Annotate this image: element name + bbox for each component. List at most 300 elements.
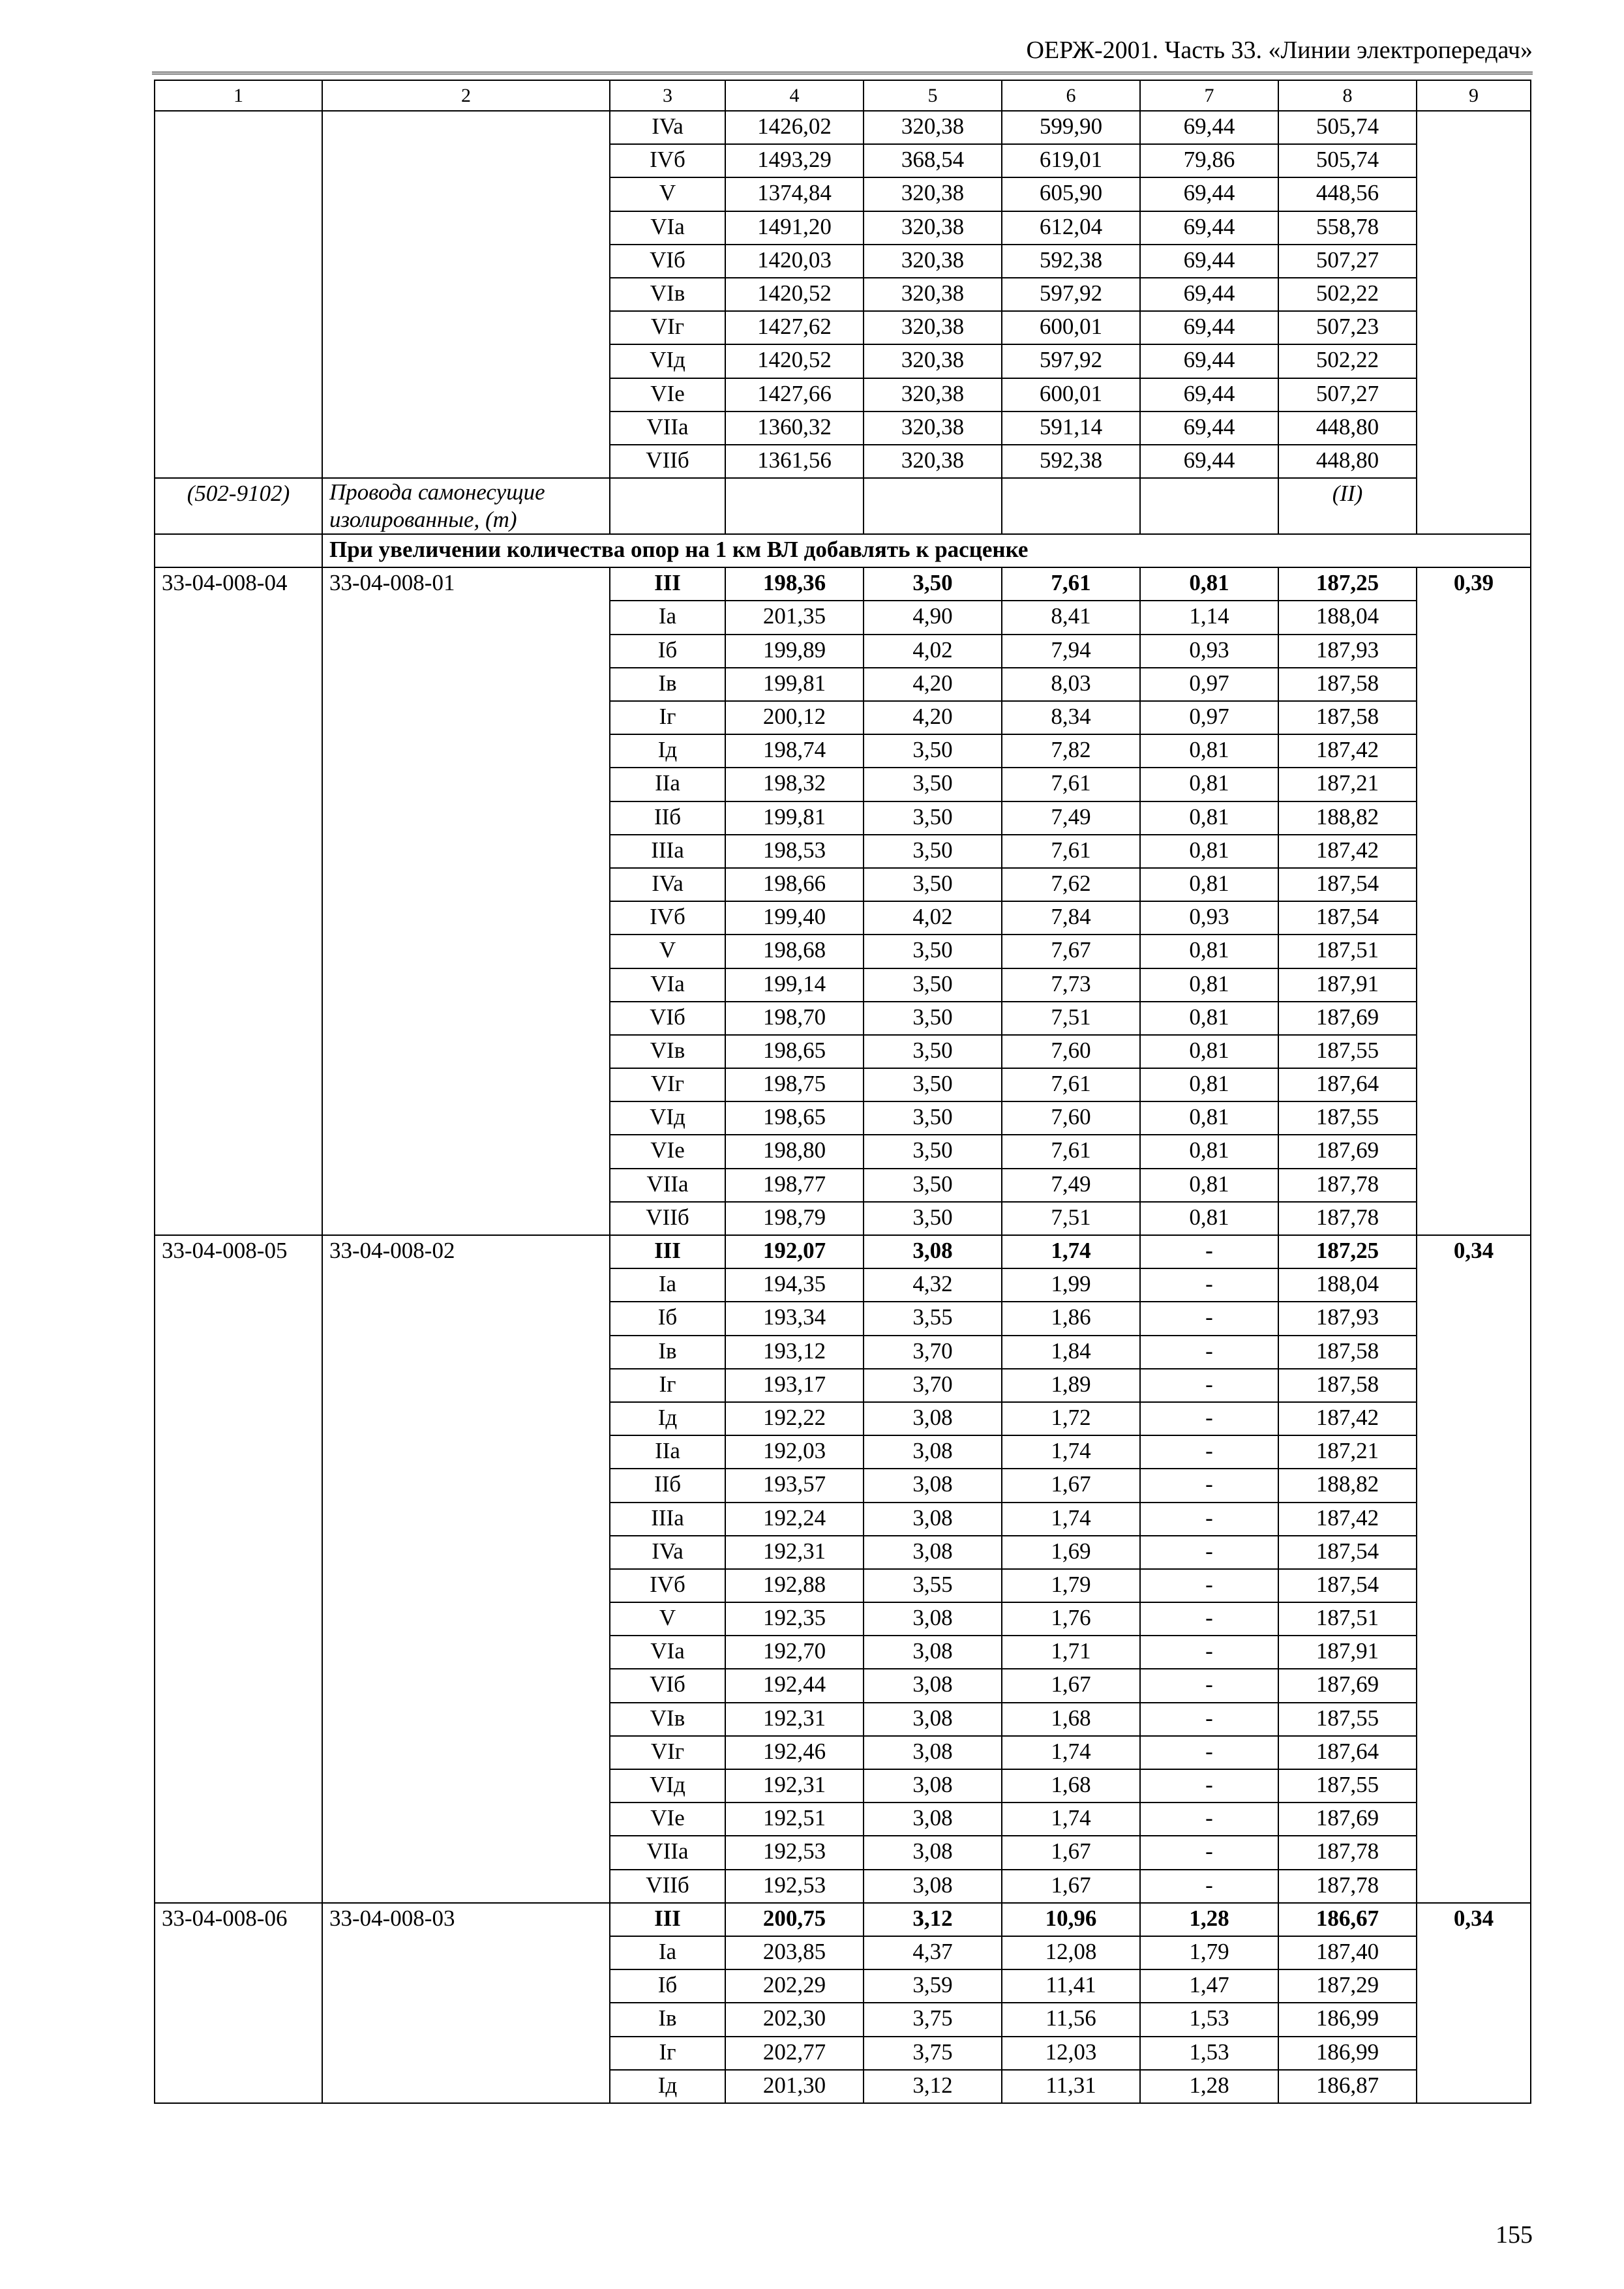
value-cell: 7,60 [1002,1101,1140,1135]
value-cell: 505,74 [1278,111,1417,144]
value-cell: 1,53 [1140,2037,1278,2070]
zone-cell: IVa [610,868,725,901]
value-cell: 0,81 [1140,1101,1278,1135]
zone-cell: IIб [610,1469,725,1502]
value-cell: 194,35 [725,1268,864,1302]
rate-code: 33-04-008-06 [155,1903,322,2103]
value-cell: - [1140,1536,1278,1569]
base-rate-code: 33-04-008-01 [322,567,610,1235]
value-cell: 69,44 [1140,177,1278,211]
value-cell: 187,93 [1278,1302,1417,1335]
value-cell: 320,38 [864,378,1002,411]
zone-cell: VIIб [610,1870,725,1903]
value-cell: 320,38 [864,311,1002,344]
zone-cell: Iд [610,734,725,768]
zone-cell: Ia [610,1268,725,1302]
value-cell: 192,70 [725,1636,864,1669]
material-description: Провода самонесущие изолированные, (т) [322,478,610,534]
value-cell: 192,53 [725,1836,864,1869]
value-cell: 202,30 [725,2003,864,2036]
value-cell: 1,72 [1002,1402,1140,1435]
value-cell: 187,21 [1278,768,1417,801]
value-cell: 202,77 [725,2037,864,2070]
value-cell: 69,44 [1140,211,1278,245]
value-cell: 187,55 [1278,1703,1417,1736]
value-cell: 11,56 [1002,2003,1140,2036]
table-row [155,567,1531,601]
value-cell: 591,14 [1002,411,1140,445]
value-cell: 3,50 [864,935,1002,968]
value-cell: 448,80 [1278,445,1417,478]
value-cell: 7,60 [1002,1035,1140,1068]
value-cell: 198,80 [725,1135,864,1168]
value-cell: 3,08 [864,1235,1002,1268]
zone-cell: Iб [610,1969,725,2003]
value-cell: 187,91 [1278,1636,1417,1669]
value-cell: 187,58 [1278,1369,1417,1402]
value-cell: 3,50 [864,768,1002,801]
value-cell: 187,69 [1278,1669,1417,1702]
value-cell: 0,81 [1140,1068,1278,1101]
value-cell: 198,65 [725,1035,864,1068]
value-cell: - [1140,1302,1278,1335]
value-cell: 192,88 [725,1569,864,1602]
value-cell: 3,50 [864,1035,1002,1068]
value-cell: 186,99 [1278,2003,1417,2036]
value-cell: 558,78 [1278,211,1417,245]
zone-cell: Iв [610,2003,725,2036]
value-cell: 3,50 [864,835,1002,868]
value-cell: 4,20 [864,668,1002,701]
zone-cell: VIIa [610,1169,725,1202]
value-cell: 187,21 [1278,1435,1417,1469]
zone-cell: III [610,567,725,601]
value-cell: 3,08 [864,1736,1002,1769]
value-cell: 69,44 [1140,245,1278,278]
material-note: (II) [1278,478,1417,534]
value-cell: 7,61 [1002,1135,1140,1168]
value-cell: 599,90 [1002,111,1140,144]
value-cell: 3,08 [864,1636,1002,1669]
column-number: 3 [610,80,725,111]
value-cell: 188,04 [1278,1268,1417,1302]
table-row [155,111,1531,144]
value-cell: 0,81 [1140,868,1278,901]
value-cell: 199,40 [725,901,864,935]
code-cell [155,111,322,478]
value-cell: 187,42 [1278,734,1417,768]
value-cell: - [1140,1402,1278,1435]
value-cell: 8,03 [1002,668,1140,701]
value-cell: 193,17 [725,1369,864,1402]
zone-cell: III [610,1235,725,1268]
value-cell: 69,44 [1140,344,1278,378]
value-cell: 1491,20 [725,211,864,245]
value-cell: 320,38 [864,278,1002,311]
zone-cell: VIIб [610,445,725,478]
value-cell: 3,08 [864,1435,1002,1469]
value-cell: 187,69 [1278,1002,1417,1035]
value-cell: 187,93 [1278,635,1417,668]
value-cell: 1,67 [1002,1669,1140,1702]
value-cell: 203,85 [725,1936,864,1969]
section-row [155,534,1531,567]
rates-table [154,80,1531,2104]
zone-cell: Iг [610,1369,725,1402]
value-cell: 3,50 [864,1135,1002,1168]
value-cell: 7,51 [1002,1002,1140,1035]
value-cell: 507,27 [1278,378,1417,411]
zone-cell: Iг [610,701,725,734]
value-cell: 3,08 [864,1469,1002,1502]
value-cell: 3,55 [864,1569,1002,1602]
value-cell: 187,69 [1278,1135,1417,1168]
zone-cell: IIa [610,1435,725,1469]
value-cell: - [1140,1870,1278,1903]
value-cell: 3,08 [864,1836,1002,1869]
coefficient-cell [1417,111,1531,534]
value-cell: 1420,03 [725,245,864,278]
zone-cell: VIe [610,378,725,411]
value-cell: 592,38 [1002,445,1140,478]
value-cell: 187,55 [1278,1035,1417,1068]
value-cell: 1,67 [1002,1870,1140,1903]
value-cell: - [1140,1369,1278,1402]
value-cell: 1,79 [1002,1569,1140,1602]
value-cell: 198,36 [725,567,864,601]
value-cell: 1374,84 [725,177,864,211]
coefficient-cell: 0,39 [1417,567,1531,1235]
value-cell: 198,79 [725,1202,864,1235]
value-cell: 187,78 [1278,1169,1417,1202]
value-cell: - [1140,1736,1278,1769]
value-cell: 1,53 [1140,2003,1278,2036]
section-title: При увеличении количества опор на 1 км ВЛ добавлять к расценке [322,534,1531,567]
zone-cell: VIд [610,1769,725,1803]
value-cell: 1,74 [1002,1803,1140,1836]
value-cell: 619,01 [1002,144,1140,177]
value-cell: 186,99 [1278,2037,1417,2070]
value-cell: 187,64 [1278,1068,1417,1101]
value-cell: 188,04 [1278,601,1417,634]
value-cell: 4,90 [864,601,1002,634]
value-cell: 0,81 [1140,835,1278,868]
value-cell: 187,42 [1278,835,1417,868]
value-cell: 202,29 [725,1969,864,2003]
zone-cell: IVa [610,1536,725,1569]
value-cell: 4,02 [864,901,1002,935]
value-cell: 7,61 [1002,1068,1140,1101]
value-cell: 192,31 [725,1703,864,1736]
zone-cell: VIв [610,278,725,311]
value-cell: 1361,56 [725,445,864,478]
value-cell: 198,77 [725,1169,864,1202]
value-cell: - [1140,1669,1278,1702]
value-cell: 368,54 [864,144,1002,177]
value-cell: 3,70 [864,1369,1002,1402]
column-number: 2 [322,80,610,111]
value-cell: 0,93 [1140,901,1278,935]
value-cell: 192,44 [725,1669,864,1702]
value-cell: 448,80 [1278,411,1417,445]
value-cell: 198,65 [725,1101,864,1135]
value-cell: 69,44 [1140,378,1278,411]
value-cell: 592,38 [1002,245,1140,278]
value-cell: 7,73 [1002,968,1140,1002]
zone-cell: Iд [610,1402,725,1435]
value-cell: 507,23 [1278,311,1417,344]
value-cell: 502,22 [1278,278,1417,311]
value-cell: 187,29 [1278,1969,1417,2003]
value-cell: 507,27 [1278,245,1417,278]
value-cell: 3,50 [864,1202,1002,1235]
value-cell: 187,69 [1278,1803,1417,1836]
page-number: 155 [1496,2221,1533,2249]
value-cell: 69,44 [1140,278,1278,311]
value-cell: 187,91 [1278,968,1417,1002]
section-empty-cell [155,534,322,567]
value-cell: 0,81 [1140,935,1278,968]
value-cell: 186,67 [1278,1903,1417,1936]
value-cell: 1420,52 [725,278,864,311]
column-number: 6 [1002,80,1140,111]
value-cell: 3,08 [864,1870,1002,1903]
value-cell: 201,30 [725,2070,864,2103]
rate-code: 33-04-008-04 [155,567,322,1235]
value-cell: 187,54 [1278,1569,1417,1602]
value-cell: 187,58 [1278,701,1417,734]
zone-cell: VIб [610,1002,725,1035]
value-cell: 597,92 [1002,278,1140,311]
empty-cell [725,478,864,534]
value-cell: 600,01 [1002,311,1140,344]
value-cell: 187,78 [1278,1202,1417,1235]
value-cell: 7,84 [1002,901,1140,935]
value-cell: 1,99 [1002,1268,1140,1302]
value-cell: 3,50 [864,801,1002,835]
value-cell: 7,61 [1002,835,1140,868]
zone-cell: IVб [610,1569,725,1602]
value-cell: 8,41 [1002,601,1140,634]
value-cell: 69,44 [1140,411,1278,445]
value-cell: - [1140,1469,1278,1502]
value-cell: - [1140,1268,1278,1302]
value-cell: 0,81 [1140,1035,1278,1068]
column-number: 1 [155,80,322,111]
value-cell: 3,50 [864,1169,1002,1202]
value-cell: 198,66 [725,868,864,901]
value-cell: 193,12 [725,1336,864,1369]
value-cell: 1,79 [1140,1936,1278,1969]
table-row [155,1903,1531,1936]
value-cell: 1,69 [1002,1536,1140,1569]
value-cell: 187,54 [1278,1536,1417,1569]
value-cell: 0,81 [1140,968,1278,1002]
value-cell: 3,08 [864,1803,1002,1836]
zone-cell: Iб [610,635,725,668]
value-cell: - [1140,1769,1278,1803]
value-cell: 3,50 [864,734,1002,768]
value-cell: 198,70 [725,1002,864,1035]
value-cell: 448,56 [1278,177,1417,211]
value-cell: 198,32 [725,768,864,801]
value-cell: 1,76 [1002,1602,1140,1636]
value-cell: 4,32 [864,1268,1002,1302]
value-cell: 3,70 [864,1336,1002,1369]
zone-cell: Iб [610,1302,725,1335]
base-code-cell [322,111,610,478]
value-cell: 187,51 [1278,935,1417,968]
value-cell: 1426,02 [725,111,864,144]
column-number: 9 [1417,80,1531,111]
zone-cell: VIe [610,1135,725,1168]
value-cell: 1360,32 [725,411,864,445]
column-number: 4 [725,80,864,111]
value-cell: 1493,29 [725,144,864,177]
value-cell: 1,84 [1002,1336,1140,1369]
base-rate-code: 33-04-008-02 [322,1235,610,1903]
value-cell: 600,01 [1002,378,1140,411]
zone-cell: IIIa [610,835,725,868]
value-cell: 0,93 [1140,635,1278,668]
value-cell: 199,89 [725,635,864,668]
value-cell: 192,31 [725,1536,864,1569]
value-cell: 505,74 [1278,144,1417,177]
coefficient-cell: 0,34 [1417,1903,1531,2103]
value-cell: 1,28 [1140,1903,1278,1936]
value-cell: 187,78 [1278,1836,1417,1869]
value-cell: 187,25 [1278,1235,1417,1268]
zone-cell: Iв [610,668,725,701]
value-cell: 187,58 [1278,1336,1417,1369]
material-code: (502-9102) [155,478,322,534]
value-cell: 3,50 [864,1101,1002,1135]
zone-cell: Ia [610,1936,725,1969]
value-cell: 0,81 [1140,1135,1278,1168]
value-cell: 3,50 [864,1002,1002,1035]
zone-cell: VIг [610,1736,725,1769]
value-cell: 0,81 [1140,768,1278,801]
empty-cell [864,478,1002,534]
value-cell: 8,34 [1002,701,1140,734]
value-cell: 187,42 [1278,1402,1417,1435]
value-cell: 3,12 [864,2070,1002,2103]
value-cell: 187,58 [1278,668,1417,701]
value-cell: 192,46 [725,1736,864,1769]
value-cell: 0,97 [1140,668,1278,701]
value-cell: 192,24 [725,1503,864,1536]
value-cell: 187,54 [1278,901,1417,935]
zone-cell: VIв [610,1703,725,1736]
base-rate-code: 33-04-008-03 [322,1903,610,2103]
value-cell: 192,35 [725,1602,864,1636]
zone-cell: IVa [610,111,725,144]
value-cell: 1,71 [1002,1636,1140,1669]
value-cell: 3,50 [864,567,1002,601]
value-cell: 3,08 [864,1769,1002,1803]
value-cell: 0,81 [1140,1202,1278,1235]
value-cell: 198,74 [725,734,864,768]
column-number: 8 [1278,80,1417,111]
value-cell: 1,74 [1002,1235,1140,1268]
value-cell: 1,14 [1140,601,1278,634]
value-cell: 0,81 [1140,1169,1278,1202]
value-cell: 7,51 [1002,1202,1140,1235]
value-cell: 3,50 [864,968,1002,1002]
value-cell: - [1140,1235,1278,1268]
zone-cell: VIa [610,211,725,245]
value-cell: 320,38 [864,177,1002,211]
value-cell: 187,51 [1278,1602,1417,1636]
empty-cell [610,478,725,534]
zone-cell: VIa [610,1636,725,1669]
value-cell: 320,38 [864,445,1002,478]
zone-cell: Iг [610,2037,725,2070]
value-cell: 3,08 [864,1703,1002,1736]
value-cell: 1420,52 [725,344,864,378]
value-cell: 1,68 [1002,1703,1140,1736]
value-cell: 200,75 [725,1903,864,1936]
header-rule [152,72,1533,74]
value-cell: 7,67 [1002,935,1140,968]
value-cell: 187,55 [1278,1769,1417,1803]
value-cell: 3,59 [864,1969,1002,2003]
value-cell: - [1140,1803,1278,1836]
value-cell: 192,53 [725,1870,864,1903]
value-cell: 200,12 [725,701,864,734]
zone-cell: IVб [610,144,725,177]
value-cell: 1,28 [1140,2070,1278,2103]
zone-cell: Iв [610,1336,725,1369]
value-cell: 7,61 [1002,768,1140,801]
zone-cell: VIд [610,1101,725,1135]
value-cell: 0,97 [1140,701,1278,734]
zone-cell: VIIб [610,1202,725,1235]
value-cell: 1,68 [1002,1769,1140,1803]
column-number: 7 [1140,80,1278,111]
value-cell: 3,50 [864,868,1002,901]
zone-cell: III [610,1903,725,1936]
value-cell: 193,57 [725,1469,864,1502]
value-cell: 0,81 [1140,567,1278,601]
value-cell: 69,44 [1140,311,1278,344]
value-cell: 4,02 [864,635,1002,668]
value-cell: 1,74 [1002,1435,1140,1469]
value-cell: - [1140,1636,1278,1669]
value-cell: 1,89 [1002,1369,1140,1402]
value-cell: 605,90 [1002,177,1140,211]
zone-cell: VIIa [610,411,725,445]
rate-code: 33-04-008-05 [155,1235,322,1903]
zone-cell: IIIa [610,1503,725,1536]
zone-cell: Iд [610,2070,725,2103]
value-cell: 69,44 [1140,111,1278,144]
value-cell: 193,34 [725,1302,864,1335]
value-cell: 1,74 [1002,1736,1140,1769]
zone-cell: V [610,1602,725,1636]
value-cell: 4,37 [864,1936,1002,1969]
value-cell: 192,22 [725,1402,864,1435]
rates-table-body [155,80,1531,2103]
zone-cell: VIб [610,245,725,278]
value-cell: 3,08 [864,1669,1002,1702]
value-cell: 11,41 [1002,1969,1140,2003]
value-cell: 320,38 [864,211,1002,245]
value-cell: 198,68 [725,935,864,968]
value-cell: 320,38 [864,245,1002,278]
zone-cell: VIг [610,1068,725,1101]
value-cell: 11,31 [1002,2070,1140,2103]
